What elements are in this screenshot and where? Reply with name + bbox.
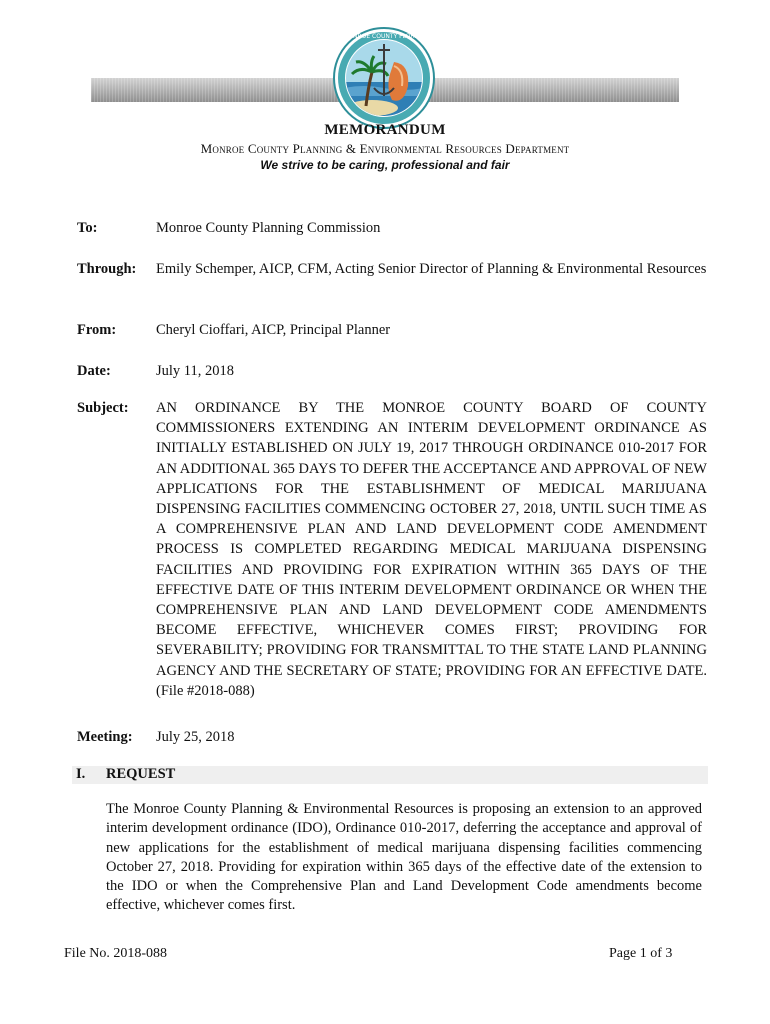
to-label: To: (77, 220, 98, 236)
subject-label: Subject: (77, 400, 129, 416)
meeting-value: July 25, 2018 (156, 729, 235, 745)
request-paragraph: The Monroe County Planning & Environmental Resources is proposing an extension to an approved interim development ordinance (IDO), Ordinance 010-2017, deferring the acceptance and approval of new applications for the establishment of medical marijuana dispensing facilities commencing October 27, 2018. Providing for expiration within 365 days of the effective date of the extension to the IDO or when the Comprehensive Plan and Land Development Code amendments become effective, whichever comes first. (106, 801, 702, 914)
tagline: We strive to be caring, professional and fair (260, 158, 510, 172)
date-label: Date: (77, 363, 111, 379)
date-value: July 11, 2018 (156, 363, 235, 379)
meeting-label: Meeting: (77, 729, 133, 745)
from-label: From: (77, 322, 117, 338)
section-number: I. (76, 766, 86, 782)
footer-page-number: Page 1 of 3 (609, 946, 673, 961)
memo-title: MEMORANDUM (324, 122, 446, 138)
from-value: Cheryl Cioffari, AICP, Principal Planner (156, 322, 391, 338)
through-value: Emily Schemper, AICP, CFM, Acting Senior Director of Planning & Environmental Resources (156, 261, 707, 277)
seal-text: MONROE COUNTY FLORIDA (343, 33, 425, 40)
subject-value: AN ORDINANCE BY THE MONROE COUNTY BOARD OF COUNTY COMMISSIONERS EXTENDING AN INTERIM DEVELOPMENT ORDINANCE AS INITIALLY ESTABLISHED ON JULY 19, 2017 THROUGH ORDINANCE 010-2017 FOR AN ADDITIONAL 365 DAYS TO DEFER THE ACCEPTANCE AND APPROVAL OF NEW APPLICATIONS FOR THE ESTABLISHMENT OF MEDICAL MARIJUANA DISPENSING FACILITIES COMMENCING OCTOBER 27, 2018, UNTIL SUCH TIME AS A COMPREHENSIVE PLAN AND LAND DEVELOPMENT CODE AMENDMENT PROCESS IS COMPLETED REGARDING MEDICAL MARIJUANA DISPENSING FACILITIES AND PROVIDING FOR EXPIRATION WITHIN 365 DAYS OF THE EFFECTIVE DATE OF THIS INTERIM DEVELOPMENT ORDINANCE OR WHEN THE COMPREHENSIVE PLAN AND LAND DEVELOPMENT CODE AMENDMENTS BECOME EFFECTIVE, WHICHEVER COMES FIRST; PROVIDING FOR SEVERABILITY; PROVIDING FOR TRANSMITTAL TO THE STATE LAND PLANNING AGENCY AND THE SECRETARY OF STATE; PROVIDING FOR AN EFFECTIVE DATE. (File #2018-088) (156, 400, 707, 699)
department-title: Monroe County Planning & Environmental Resources Department (200, 141, 570, 156)
through-label: Through: (77, 261, 137, 277)
to-value: Monroe County Planning Commission (156, 220, 381, 236)
section-request-heading (72, 766, 708, 784)
county-seal-icon (328, 26, 440, 130)
footer-file-number: File No. 2018-088 (64, 946, 168, 961)
section-title: REQUEST (106, 766, 176, 782)
